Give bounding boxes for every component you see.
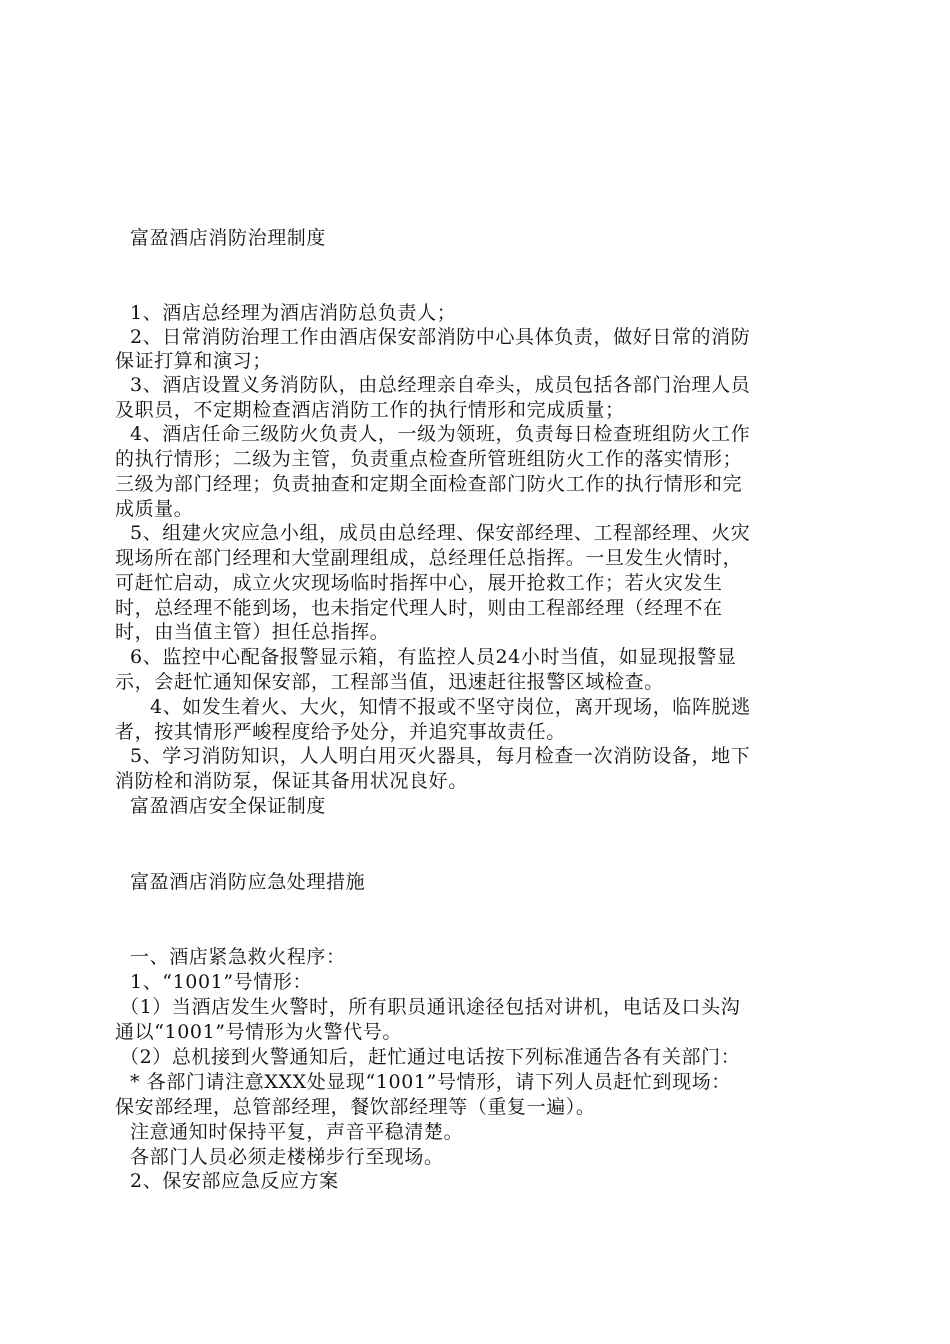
rule-line: 现场所在部门经理和大堂副理组成，总经理任总指挥。一旦发生火情时，	[115, 547, 743, 569]
emergency-line: （2）总机接到火警通知后，赶忙通过电话按下列标准通告各有关部门：	[120, 1046, 741, 1068]
rule-line: 三级为部门经理；负责抽查和定期全面检查部门防火工作的执行情形和完	[115, 473, 743, 495]
rule-line: 2、日常消防治理工作由酒店保安部消防中心具体负责，做好日常的消防	[130, 326, 751, 348]
rule-line: 消防栓和消防泵，保证其备用状况良好。	[115, 770, 468, 792]
rule-line: 示，会赶忙通知保安部，工程部当值，迅速赶往报警区域检查。	[115, 671, 664, 693]
rule-line: 及职员，不定期检查酒店消防工作的执行情形和完成质量；	[115, 399, 625, 421]
rule-line: 5、组建火灾应急小组，成员由总经理、保安部经理、工程部经理、火灾	[130, 522, 751, 544]
document-title-emergency-measures: 富盈酒店消防应急处理措施	[130, 871, 366, 893]
rule-line: 4、酒店任命三级防火负责人，一级为领班，负责每日检查班组防火工作	[130, 423, 751, 445]
emergency-line: 注意通知时保持平复，声音平稳清楚。	[130, 1121, 464, 1143]
rule-line: 的执行情形；二级为主管，负责重点检查所管班组防火工作的落实情形；	[115, 448, 743, 470]
rule-line: 6、监控中心配备报警显示箱，有监控人员24小时当值，如显现报警显	[130, 646, 737, 668]
rule-line: 可赶忙启动，成立火灾现场临时指挥中心，展开抢救工作；若火灾发生	[115, 572, 723, 594]
emergency-line: * 各部门请注意XXX处显现“1001”号情形，请下列人员赶忙到现场：	[130, 1071, 731, 1093]
emergency-line: 各部门人员必须走楼梯步行至现场。	[130, 1146, 444, 1168]
rule-line: 者，按其情形严峻程度给予处分，并追究事故责任。	[115, 721, 566, 743]
emergency-line: 保安部经理，总管部经理，餐饮部经理等（重复一遍）。	[115, 1096, 596, 1118]
rule-line: 5、学习消防知识，人人明白用灭火器具，每月检查一次消防设备，地下	[130, 745, 751, 767]
rule-line: 时，由当值主管）担任总指挥。	[115, 621, 390, 643]
emergency-line: 1、“1001”号情形：	[130, 971, 313, 993]
emergency-line: 通以“1001”号情形为火警代号。	[115, 1021, 402, 1043]
emergency-line: 一、酒店紧急救火程序：	[130, 946, 346, 968]
emergency-line: 2、保安部应急反应方案	[130, 1170, 339, 1192]
emergency-line: （1）当酒店发生火警时，所有职员通讯途径包括对讲机，电话及口头沟	[120, 996, 741, 1018]
rule-line: 时，总经理不能到场，也未指定代理人时，则由工程部经理（经理不在	[115, 597, 723, 619]
rule-line: 4、如发生着火、大火，知情不报或不坚守岗位，离开现场，临阵脱逃	[150, 696, 751, 718]
rule-line: 成质量。	[115, 498, 194, 520]
rule-line: 1、酒店总经理为酒店消防总负责人；	[130, 302, 457, 324]
rule-line: 保证打算和演习；	[115, 350, 272, 372]
rule-line: 3、酒店设置义务消防队，由总经理亲自牵头，成员包括各部门治理人员	[130, 374, 751, 396]
document-title-fire-management: 富盈酒店消防治理制度	[130, 227, 327, 249]
document-title-security: 富盈酒店安全保证制度	[130, 795, 327, 817]
